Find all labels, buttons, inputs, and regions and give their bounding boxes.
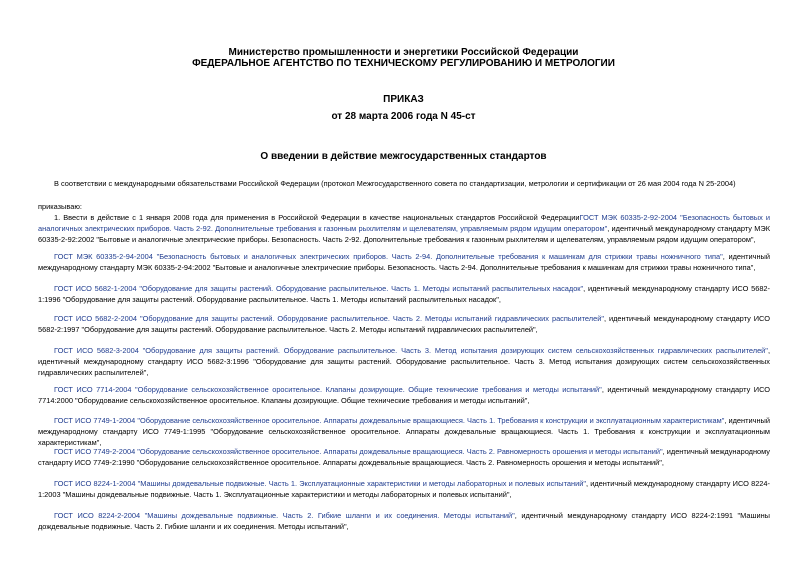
document-title: О введении в действие межгосударственных стандартов: [260, 151, 547, 162]
intro-text: В соответствии с международными обязательствами Российской Федерации (протокол Межгосударственного совета по стандартизации, метрологии и сертификации от 26 мая 2004 года N 25-2004): [54, 179, 736, 188]
standard-item-5: [38, 345, 770, 378]
standard-link-2[interactable]: ГОСТ МЭК 60335-2-94-2004 "Безопасность бытовых и аналогичных электрических приборов. Часть 2-94. Дополнительные требования к машинкам для стрижки травы ножничного типа": [54, 252, 723, 261]
ministry-name: Министерство промышленности и энергетики Российской Федерации: [228, 47, 579, 58]
standard-item-7: [38, 415, 770, 448]
order-word: приказываю:: [38, 202, 82, 211]
standard-item-10: [38, 510, 770, 532]
document-type: ПРИКАЗ: [383, 94, 424, 105]
standard-item-9: [38, 478, 770, 500]
item-suffix: , идентичный международному стандарту ИСО 7749-1:1995 "Оборудование сельскохозяйственное оросительное. Аппараты дождевальные вращающиеся. Часть 1. Требования к конструкции и эксплуатационным характеристикам",: [38, 416, 771, 447]
standard-link-8[interactable]: ГОСТ ИСО 7749-2-2004 "Оборудование сельскохозяйственное оросительное. Аппараты дождевальные вращающиеся. Часть 2. Равномерность орошения и методы испытаний": [54, 447, 663, 456]
intro-paragraph: [38, 178, 770, 189]
standard-link-10[interactable]: ГОСТ ИСО 8224-2-2004 "Машины дождевальные подвижные. Часть 2. Гибкие шланги и их соединения. Методы испытаний": [54, 511, 515, 520]
item-suffix: , идентичный международному стандарту МЭК 60335-2-94:2002 "Бытовые и аналогичные электрические приборы. Безопасность. Часть 2-94. Дополнительные требования к машинкам для стрижки травы ножничного типа",: [38, 252, 770, 272]
item-suffix: , идентичный международному стандарту ИСО 5682-2:1997 "Оборудование для защиты растений. Оборудование распылительное. Часть 2. Методы испытаний гидравлических распылителей",: [38, 314, 770, 334]
item-suffix: , идентичный международному стандарту ИСО 5682-1:1996 "Оборудование для защиты растений. Оборудование распылительное. Часть 1. Методы испытаний распылительных насадок",: [38, 284, 771, 304]
standard-item-6: [38, 384, 770, 406]
item-prefix: 1. Ввести в действие с 1 января 2008 года для применения в Российской Федерации в качестве национальных стандартов Российской Федерации: [54, 213, 580, 222]
standard-item-4: [38, 313, 770, 335]
item-suffix: , идентичный международному стандарту ИСО 5682-3:1996 "Оборудование для защиты растений. Оборудование распылительное. Часть 3. Метод испытания дозирующих систем сельскохозяйственных гидравлических распылителей",: [38, 346, 770, 377]
standard-link-1[interactable]: ГОСТ МЭК 60335-2-92-2004 "Безопасность бытовых и аналогичных электрических приборов. Часть 2-92. Дополнительные требования к газонным рыхлителям и щелевателям, управляемым рядом идущим оператором": [38, 213, 770, 233]
agency-name: ФЕДЕРАЛЬНОЕ АГЕНТСТВО ПО ТЕХНИЧЕСКОМУ РЕГУЛИРОВАНИЮ И МЕТРОЛОГИИ: [192, 58, 615, 69]
standard-link-3[interactable]: ГОСТ ИСО 5682-1-2004 "Оборудование для защиты растений. Оборудование распылительное. Часть 1. Методы испытаний распылительных насадок": [54, 284, 584, 293]
standard-link-7[interactable]: ГОСТ ИСО 7749-1-2004 "Оборудование сельскохозяйственное оросительное. Аппараты дождевальные вращающиеся. Часть 1. Требования к конструкции и эксплуатационным характеристикам": [54, 416, 725, 425]
item-suffix: , идентичный международному стандарту МЭК 60335-2-92:2002 "Бытовые и аналогичные электрические приборы. Безопасность. Часть 2-92. Дополнительные требования к газонным рыхлителям и щелевателям, управляемым рядом идущим оператором",: [38, 224, 770, 244]
document-date: от 28 марта 2006 года N 45-ст: [331, 111, 476, 122]
item-suffix: , идентичный международному стандарту ИСО 7749-2:1990 "Оборудование сельскохозяйственное оросительное. Аппараты дождевальные вращающиеся. Часть 2. Равномерность орошения и методы испытаний",: [38, 447, 771, 467]
standard-link-5[interactable]: ГОСТ ИСО 5682-3-2004 "Оборудование для защиты растений. Оборудование распылительное. Часть 3. Метод испытания дозирующих систем сельскохозяйственных гидравлических распылителей": [54, 346, 768, 355]
item-suffix: , идентичный международному стандарту ИСО 8224-1:2003 "Машины дождевальные подвижные. Часть 1. Эксплуатационные характеристики и методы лабораторных и полевых испытаний",: [38, 479, 770, 499]
standard-link-9[interactable]: ГОСТ ИСО 8224-1-2004 "Машины дождевальные подвижные. Часть 1. Эксплуатационные характеристики и методы лабораторных и полевых испытаний": [54, 479, 586, 488]
standard-link-4[interactable]: ГОСТ ИСО 5682-2-2004 "Оборудование для защиты растений. Оборудование распылительное. Часть 2. Методы испытаний гидравлических распылителей": [54, 314, 604, 323]
standard-item-3: [38, 283, 770, 305]
standard-item-1: [38, 212, 770, 245]
item-suffix: , идентичный международному стандарту ИСО 8224-2:1991 "Машины дождевальные подвижные. Часть 2. Гибкие шланги и их соединения. Методы испытаний",: [38, 511, 770, 531]
standard-item-2: [38, 251, 770, 273]
standard-link-6[interactable]: ГОСТ ИСО 7714-2004 "Оборудование сельскохозяйственное оросительное. Клапаны дозирующие. Общие технические требования и методы испытаний": [54, 385, 602, 394]
item-suffix: , идентичный международному стандарту ИСО 7714:2000 "Оборудование сельскохозяйственное оросительное. Клапаны дозирующие. Общие технические требования и методы испытаний",: [38, 385, 770, 405]
standard-item-8: [38, 446, 770, 468]
